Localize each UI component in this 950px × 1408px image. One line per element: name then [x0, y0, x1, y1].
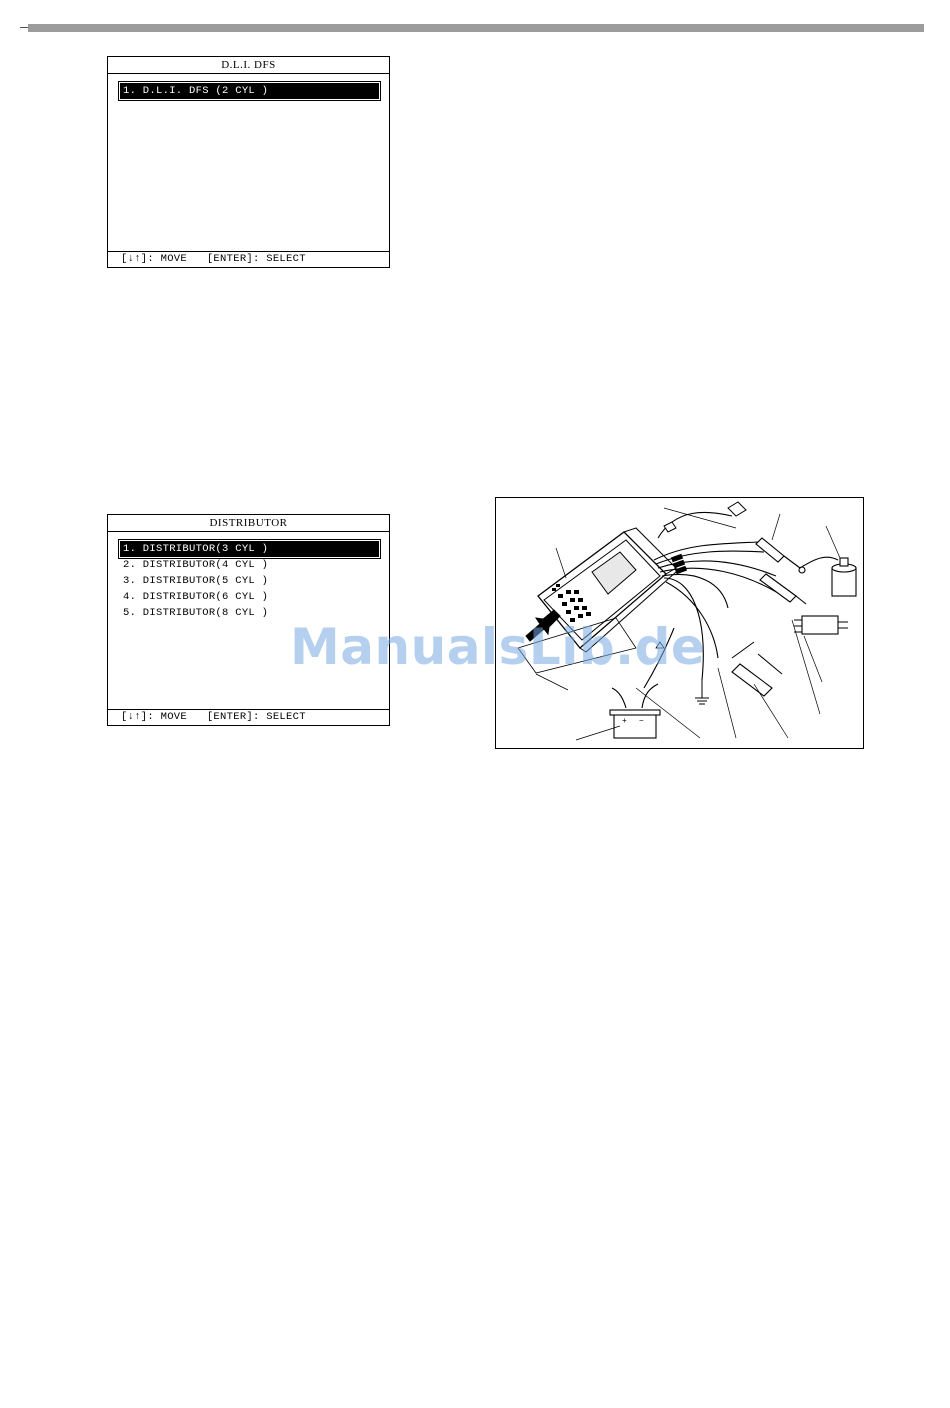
menu-item[interactable]: 5. DISTRIBUTOR(8 CYL ) [123, 607, 269, 619]
menu-item[interactable]: 1. D.L.I. DFS (2 CYL ) [120, 83, 379, 99]
battery-negative-label: − [639, 716, 644, 725]
top-rule [28, 24, 924, 32]
watermark: ManualsLib.de [290, 618, 706, 676]
battery-positive-label: + [622, 716, 627, 725]
top-rule-tick [20, 27, 28, 28]
ignition-coil-icon [800, 557, 856, 596]
screen-title: DISTRIBUTOR [108, 515, 389, 532]
screen-footer: [↓↑]: MOVE [ENTER]: SELECT [108, 251, 389, 267]
menu-item[interactable]: 2. DISTRIBUTOR(4 CYL ) [123, 559, 269, 571]
menu-list [120, 83, 379, 99]
dli-dfs-screen [107, 56, 390, 268]
sensor-icon [794, 616, 848, 634]
screen-footer: [↓↑]: MOVE [ENTER]: SELECT [108, 709, 389, 725]
menu-item[interactable]: 3. DISTRIBUTOR(5 CYL ) [123, 575, 269, 587]
screen-title: D.L.I. DFS [108, 57, 389, 74]
menu-item[interactable]: 4. DISTRIBUTOR(6 CYL ) [123, 591, 269, 603]
menu-list [120, 541, 379, 621]
menu-item[interactable]: 1. DISTRIBUTOR(3 CYL ) [120, 541, 379, 557]
